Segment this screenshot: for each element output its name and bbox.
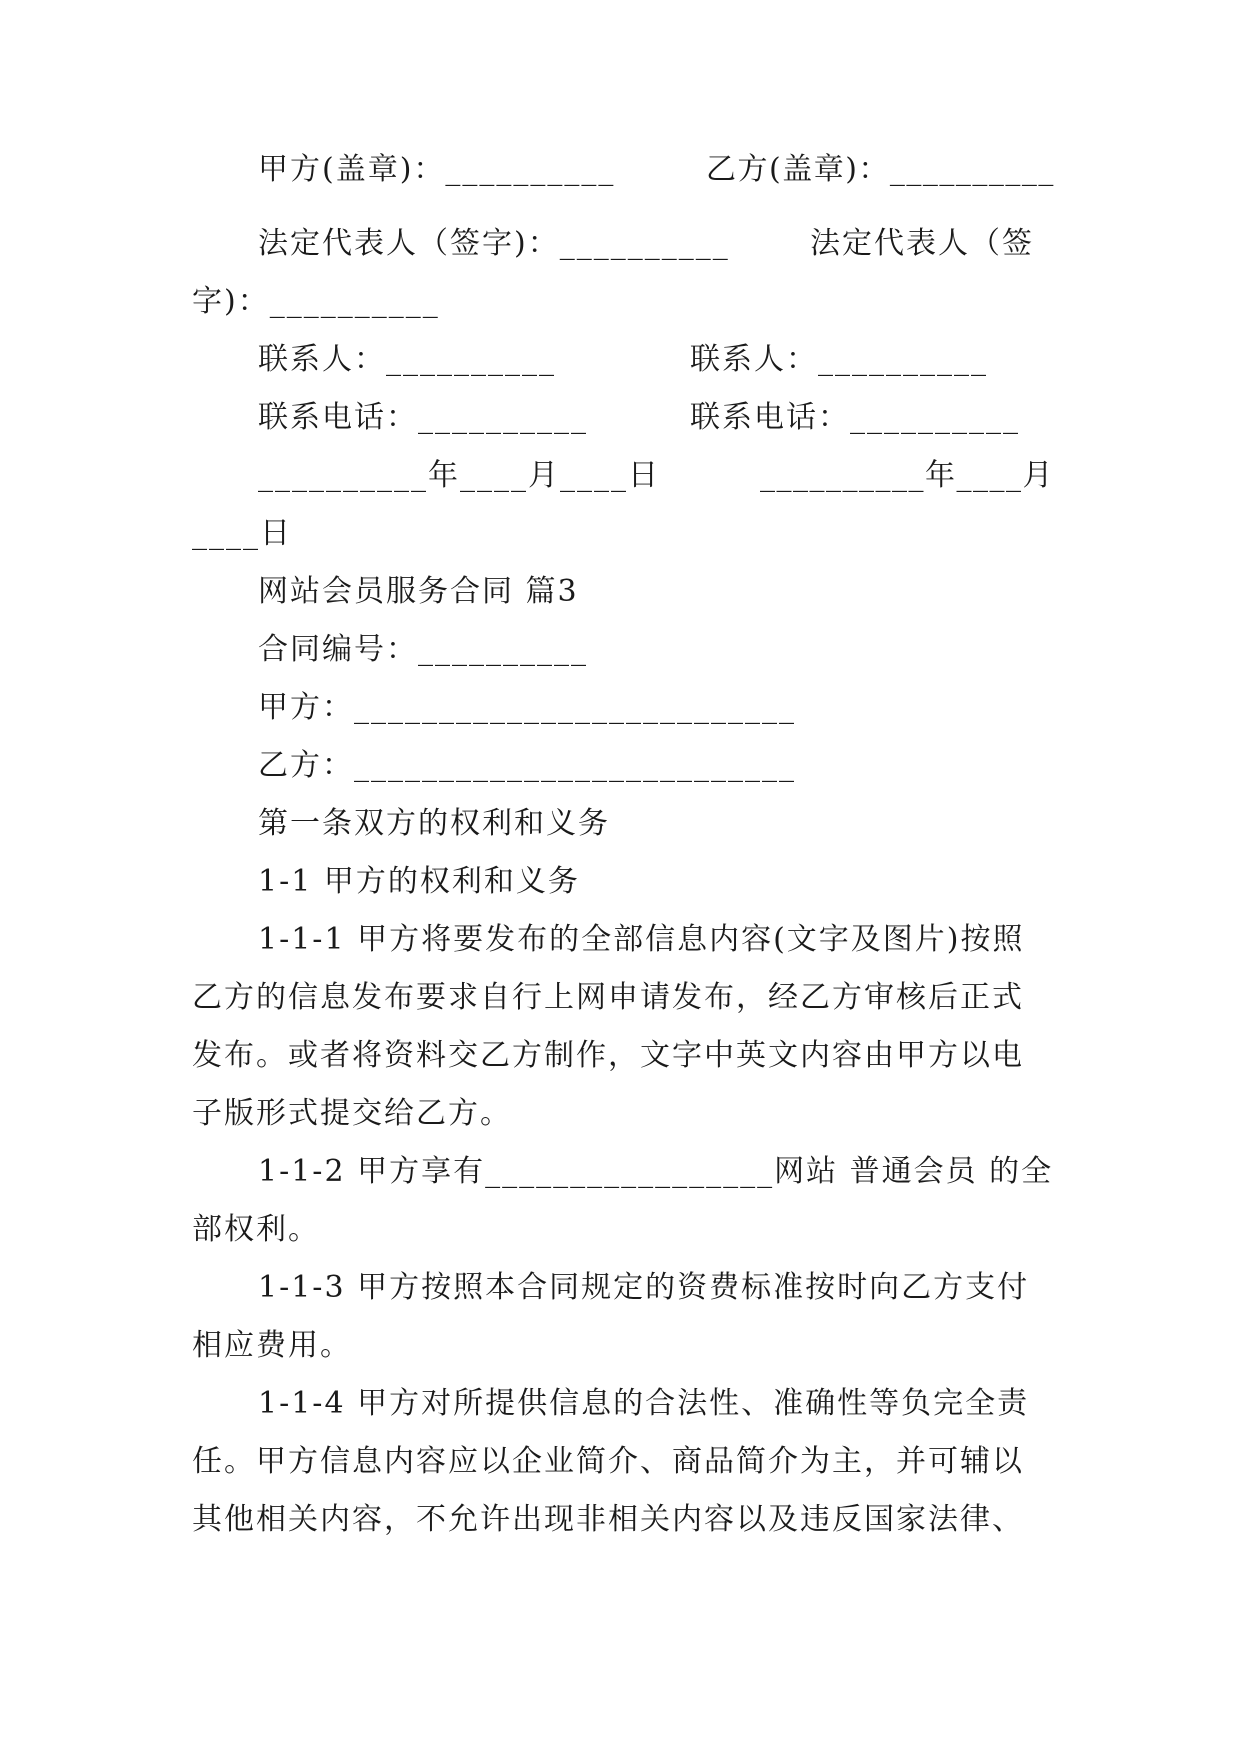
date-b-line-start: __________年____月 [760, 458, 1054, 493]
contract-title: 网站会员服务合同 篇3 [258, 574, 579, 609]
clause-1-1-4-line-1: 1-1-4 甲方对所提供信息的合法性、准确性等负完全责 [258, 1386, 1030, 1421]
party-a-line: 甲方：__________________________ [258, 690, 796, 725]
phone-b-line: 联系电话：__________ [690, 400, 1020, 435]
contact-b-line: 联系人：__________ [690, 342, 988, 377]
clause-1-1-1-line-2: 乙方的信息发布要求自行上网申请发布，经乙方审核后正式 [192, 980, 1024, 1015]
rep-b-signature-line-end: 字)：__________ [192, 284, 440, 319]
section-1-1-heading: 1-1 甲方的权利和义务 [258, 864, 580, 899]
article-1-heading: 第一条双方的权利和义务 [258, 806, 610, 841]
date-b-line-end: ____日 [192, 516, 292, 551]
clause-1-1-2-line-1: 1-1-2 甲方享有_________________网站 普通会员 的全 [258, 1154, 1054, 1189]
date-a-line: __________年____月____日 [258, 458, 660, 493]
rep-b-signature-line-start: 法定代表人（签 [810, 226, 1034, 261]
contact-a-line: 联系人：__________ [258, 342, 556, 377]
clause-1-1-3-line-2: 相应费用。 [192, 1328, 352, 1363]
clause-1-1-2-line-2: 部权利。 [192, 1212, 320, 1247]
party-b-line: 乙方：__________________________ [258, 748, 796, 783]
clause-1-1-1-line-1: 1-1-1 甲方将要发布的全部信息内容(文字及图片)按照 [258, 922, 1025, 957]
clause-1-1-1-line-4: 子版形式提交给乙方。 [192, 1096, 512, 1131]
clause-1-1-4-line-3: 其他相关内容，不允许出现非相关内容以及违反国家法律、 [192, 1502, 1024, 1537]
contract-number-line: 合同编号：__________ [258, 632, 588, 667]
clause-1-1-4-line-2: 任。甲方信息内容应以企业简介、商品简介为主，并可辅以 [192, 1444, 1024, 1479]
party-a-seal-line: 甲方(盖章)：__________ [258, 152, 616, 187]
clause-1-1-3-line-1: 1-1-3 甲方按照本合同规定的资费标准按时向乙方支付 [258, 1270, 1030, 1305]
rep-a-signature-line: 法定代表人（签字)：__________ [258, 226, 730, 261]
clause-1-1-1-line-3: 发布。或者将资料交乙方制作，文字中英文内容由甲方以电 [192, 1038, 1024, 1073]
phone-a-line: 联系电话：__________ [258, 400, 588, 435]
party-b-seal-line: 乙方(盖章)：__________ [706, 152, 1055, 187]
